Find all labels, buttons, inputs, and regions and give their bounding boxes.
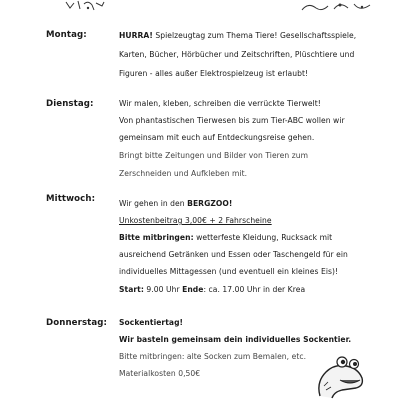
- day-line: [119, 352, 306, 361]
- text-segment: Bitte mitbringen:: [119, 233, 194, 242]
- day-line: [119, 369, 200, 378]
- day-line: [119, 233, 332, 242]
- text-segment: Start:: [119, 285, 144, 294]
- text-segment: Bitte mitbringen: alte Socken zum Bemalen, etc.: [119, 352, 307, 361]
- text-segment: : ca. 17.00 Uhr in der Krea: [203, 285, 306, 294]
- text-segment: individuelles Mittagessen (und eventuell ein kleines Eis)!: [119, 267, 339, 276]
- day-line: [119, 216, 272, 225]
- text-segment: HURRA!: [119, 31, 153, 40]
- text-segment: ausreichend Getränken und Essen oder Taschengeld für ein: [119, 250, 348, 259]
- text-segment: Bringt bitte Zeitungen und Bilder von Tieren zum: [119, 151, 309, 160]
- text-segment: Materialkosten 0,50€: [119, 369, 201, 378]
- day-line: [119, 31, 356, 40]
- text-segment: 9.00 Uhr: [143, 285, 183, 294]
- text-segment: Wir basteln gemeinsam dein individuelles Sockentier.: [119, 335, 352, 344]
- day-label-mittwoch: Mittwoch:: [46, 194, 96, 204]
- day-line: [119, 50, 354, 59]
- text-segment: BERGZOO!: [187, 199, 233, 208]
- day-line: [119, 99, 321, 108]
- day-line: [119, 151, 308, 160]
- text-segment: Unkostenbeitrag 3,00€ + 2 Fahrscheine: [119, 216, 272, 225]
- text-segment: Sockentiertag!: [119, 318, 184, 327]
- day-label-montag: Montag:: [46, 30, 87, 40]
- day-line: [119, 267, 338, 276]
- day-line: [119, 335, 351, 344]
- animal-doodle-icon: [64, 0, 106, 14]
- day-line: [119, 133, 314, 142]
- animals-doodle-icon: [300, 0, 372, 14]
- day-line: [119, 250, 348, 259]
- day-line: [119, 116, 345, 125]
- sock-puppet-icon: [312, 352, 372, 400]
- text-segment: wetterfeste Kleidung, Rucksack mit: [193, 233, 333, 242]
- text-segment: Von phantastischen Tierwesen bis zum Tier-ABC wollen wir: [119, 116, 345, 125]
- text-segment: Wir gehen in den: [119, 199, 188, 208]
- text-segment: Figuren - alles außer Elektrospielzeug ist erlaubt!: [119, 69, 309, 78]
- day-line: [119, 318, 183, 327]
- text-segment: Wir malen, kleben, schreiben die verrückte Tierwelt!: [119, 99, 321, 108]
- day-label-dienstag: Dienstag:: [46, 99, 94, 109]
- text-segment: Spielzeugtag zum Thema Tiere! Gesellschaftsspiele,: [152, 31, 357, 40]
- text-segment: Zerschneiden und Aufkleben mit.: [119, 169, 248, 178]
- day-line: [119, 69, 308, 78]
- day-label-donnerstag: Donnerstag:: [46, 318, 108, 328]
- day-line: [119, 285, 305, 294]
- day-line: [119, 199, 232, 208]
- text-segment: Karten, Bücher, Hörbücher und Zeitschriften, Plüschtiere und: [119, 50, 355, 59]
- text-segment: gemeinsam mit euch auf Entdeckungsreise gehen.: [119, 133, 315, 142]
- day-line: [119, 169, 247, 178]
- text-segment: Ende: [182, 285, 204, 294]
